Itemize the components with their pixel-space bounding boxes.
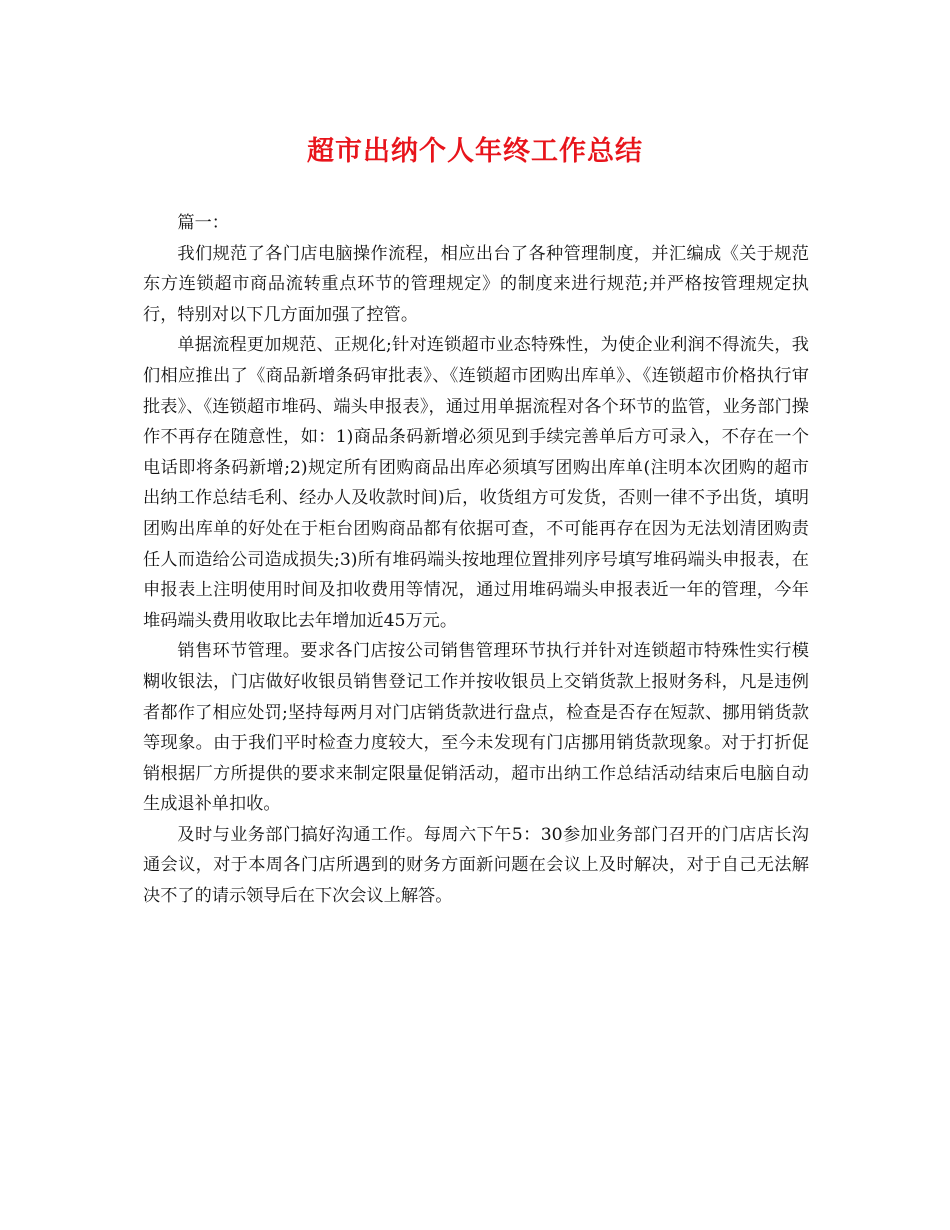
document-body [143, 208, 809, 912]
paragraph-3: 销售环节管理。要求各门店按公司销售管理环节执行并针对连锁超市特殊性实行模糊收银法，门店做好收银员销售登记工作并按收银员上交销货款上报财务科，凡是违例者都作了相应处罚;坚持每两月对门店销货款进行盘点，检查是否存在短款、挪用销货款等现象。由于我们平时检查力度较大，至今未发现有门店挪用销货款现象。对于打折促销根据厂方所提供的要求来制定限量促销活动，超市出纳工作总结活动结束后电脑自动生成退补单扣收。 [143, 641, 809, 815]
document-title: 超市出纳个人年终工作总结 [307, 136, 643, 167]
section-label: 篇一： [177, 213, 229, 233]
paragraph-4: 及时与业务部门搞好沟通工作。每周六下午5：30参加业务部门召开的门店店长沟通会议，对于本周各门店所遇到的财务方面新问题在会议上及时解决，对于自己无法解决不了的请示领导后在下次会议上解答。 [143, 824, 809, 907]
paragraph-1: 我们规范了各门店电脑操作流程，相应出台了各种管理制度，并汇编成《关于规范东方连锁超市商品流转重点环节的管理规定》的制度来进行规范;并严格按管理规定执行，特别对以下几方面加强了控管。 [143, 243, 809, 325]
paragraph-2: 单据流程更加规范、正规化;针对连锁超市业态特殊性，为使企业利润不得流失，我们相应推出了《商品新增条码审批表》、《连锁超市团购出库单》、《连锁超市价格执行审批表》、《连锁超市堆码、端头申报表》，通过用单据流程对各个环节的监管，业务部门操作不再存在随意性，如：1)商品条码新增必须见到手续完善单后方可录入，不存在一个电话即将条码新增;2)规定所有团购商品出库必须填写团购出库单(注明本次团购的超市出纳工作总结毛利、经办人及收款时间)后，收货组方可发货，否则一律不予出货，填明团购出库单的好处在于柜台团购商品都有依据可查，不可能再存在因为无法划清团购责任人而造给公司造成损失;3)所有堆码端头按地理位置排列序号填写堆码端头申报表，在申报表上注明使用时间及扣收费用等情况，通过用堆码端头申报表近一年的管理，今年堆码端头费用收取比去年增加近45万元。 [143, 335, 809, 631]
